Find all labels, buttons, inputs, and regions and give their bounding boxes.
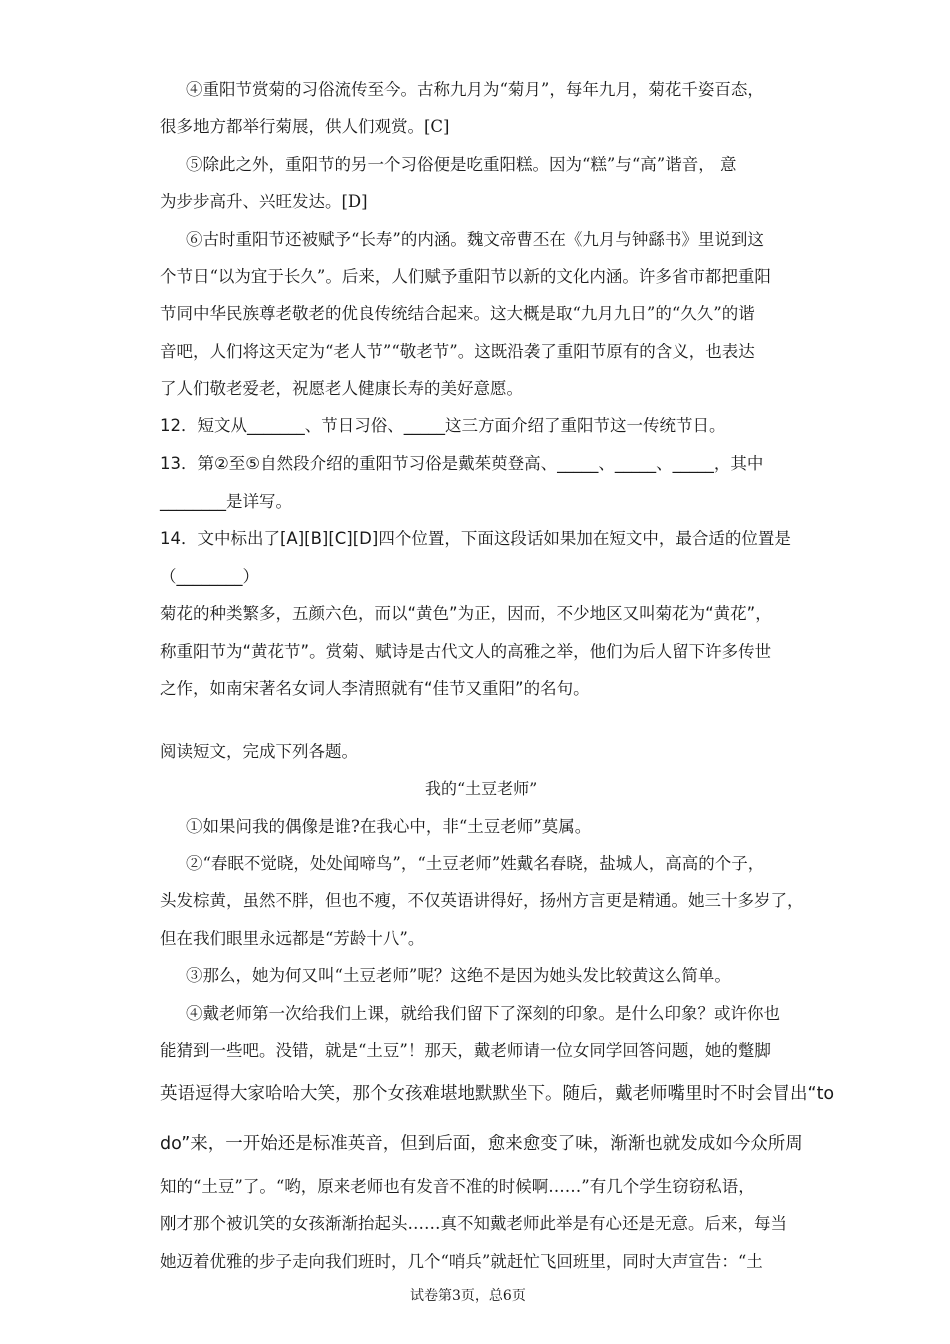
passage1-p4-line1: ④重阳节赏菊的习俗流传至今。古称九月为“菊月”，每年九月，菊花千姿百态， [186,80,764,99]
question-14-paragraph-line2: 称重阳节为“黄花节”。赏菊、赋诗是古代文人的高雅之举，他们为后人留下许多传世 [160,642,772,661]
passage2-p1: ①如果问我的偶像是谁?在我心中，非“土豆老师”莫属。 [186,817,592,836]
passage2-p4-line1: ④戴老师第一次给我们上课，就给我们留下了深刻的印象。是什么印象？或许你也 [186,1004,780,1023]
passage2-p3: ③那么，她为何又叫“土豆老师”呢？这绝不是因为她头发比较黄这么简单。 [186,966,731,985]
passage1-p6-line2: 个节日“以为宜于长久”。后来，人们赋予重阳节以新的文化内涵。许多省市都把重阳 [160,267,771,286]
passage1-p4-line2: 很多地方都举行菊展，供人们观赏。[C] [160,117,450,136]
question-13-line1: 13．第②至⑤自然段介绍的重阳节习俗是戴茱萸登高、_____、_____、_____，其中 [160,454,764,473]
passage2-p4-line2: 能猜到一些吧。没错，就是“土豆”！那天，戴老师请一位女同学回答问题，她的蹩脚 [160,1041,771,1060]
question-13-line2: ________是详写。 [160,492,292,511]
passage2-p4-line7: 她迈着优雅的步子走向我们班时，几个“哨兵”就赶忙飞回班里，同时大声宣告：“土 [160,1252,763,1271]
passage2-p4-line3: 英语逗得大家哈哈大笑，那个女孩难堪地默默坐下。随后，戴老师嘴里时不时会冒出“to [160,1084,835,1104]
passage1-p6-line1: ⑥古时重阳节还被赋予“长寿”的内涵。魏文帝曹丕在《九月与钟繇书》里说到这 [186,230,764,249]
passage2-p4-line4: do”来，一开始还是标准英音，但到后面，愈来愈变了味，渐渐也就发成如今众所周 [160,1134,803,1154]
passage2-title: 我的“土豆老师” [425,779,538,798]
passage1-p6-line5: 了人们敬老爱老，祝愿老人健康长寿的美好意愿。 [160,379,523,398]
passage2-p4-line5: 知的“土豆”了。“哟，原来老师也有发音不准的时候啊……”有几个学生窃窃私语， [160,1177,755,1196]
passage1-p6-line4: 音吧，人们将这天定为“老人节”“敬老节”。这既沿袭了重阳节原有的含义，也表达 [160,342,755,361]
page-footer: 试卷第3页，总6页 [410,1288,526,1304]
passage2-instruction: 阅读短文，完成下列各题。 [160,742,358,761]
question-14-paragraph-line1: 菊花的种类繁多，五颜六色，而以“黄色”为正，因而，不少地区又叫菊花为“黄花”， [160,604,772,623]
question-14-paragraph-line3: 之作，如南宋著名女词人李清照就有“佳节又重阳”的名句。 [160,679,590,698]
passage2-p2-line3: 但在我们眼里永远都是“芳龄十八”。 [160,929,425,948]
question-14-line1: 14．文中标出了[A][B][C][D]四个位置，下面这段话如果加在短文中，最合适的位置是 [160,529,791,548]
passage1-p5-line1: ⑤除此之外，重阳节的另一个习俗便是吃重阳糕。因为“糕”与“高”谐音， 意 [186,155,737,174]
passage2-p2-line1: ②“春眠不觉晓，处处闻啼鸟”，“土豆老师”姓戴名春晓，盐城人，高高的个子， [186,854,765,873]
passage2-p2-line2: 头发棕黄，虽然不胖，但也不瘦，不仅英语讲得好，扬州方言更是精通。她三十多岁了， [160,891,804,910]
question-12: 12．短文从_______、节日习俗、_____这三方面介绍了重阳节这一传统节日。 [160,416,726,435]
passage1-p5-line2: 为步步高升、兴旺发达。[D] [160,192,368,211]
question-14-answer-blank: （________） [160,567,259,586]
passage2-p4-line6: 刚才那个被讥笑的女孩渐渐抬起头……真不知戴老师此举是有心还是无意。后来，每当 [160,1214,787,1233]
passage1-p6-line3: 节同中华民族尊老敬老的优良传统结合起来。这大概是取“九月九日”的“久久”的谐 [160,304,755,323]
